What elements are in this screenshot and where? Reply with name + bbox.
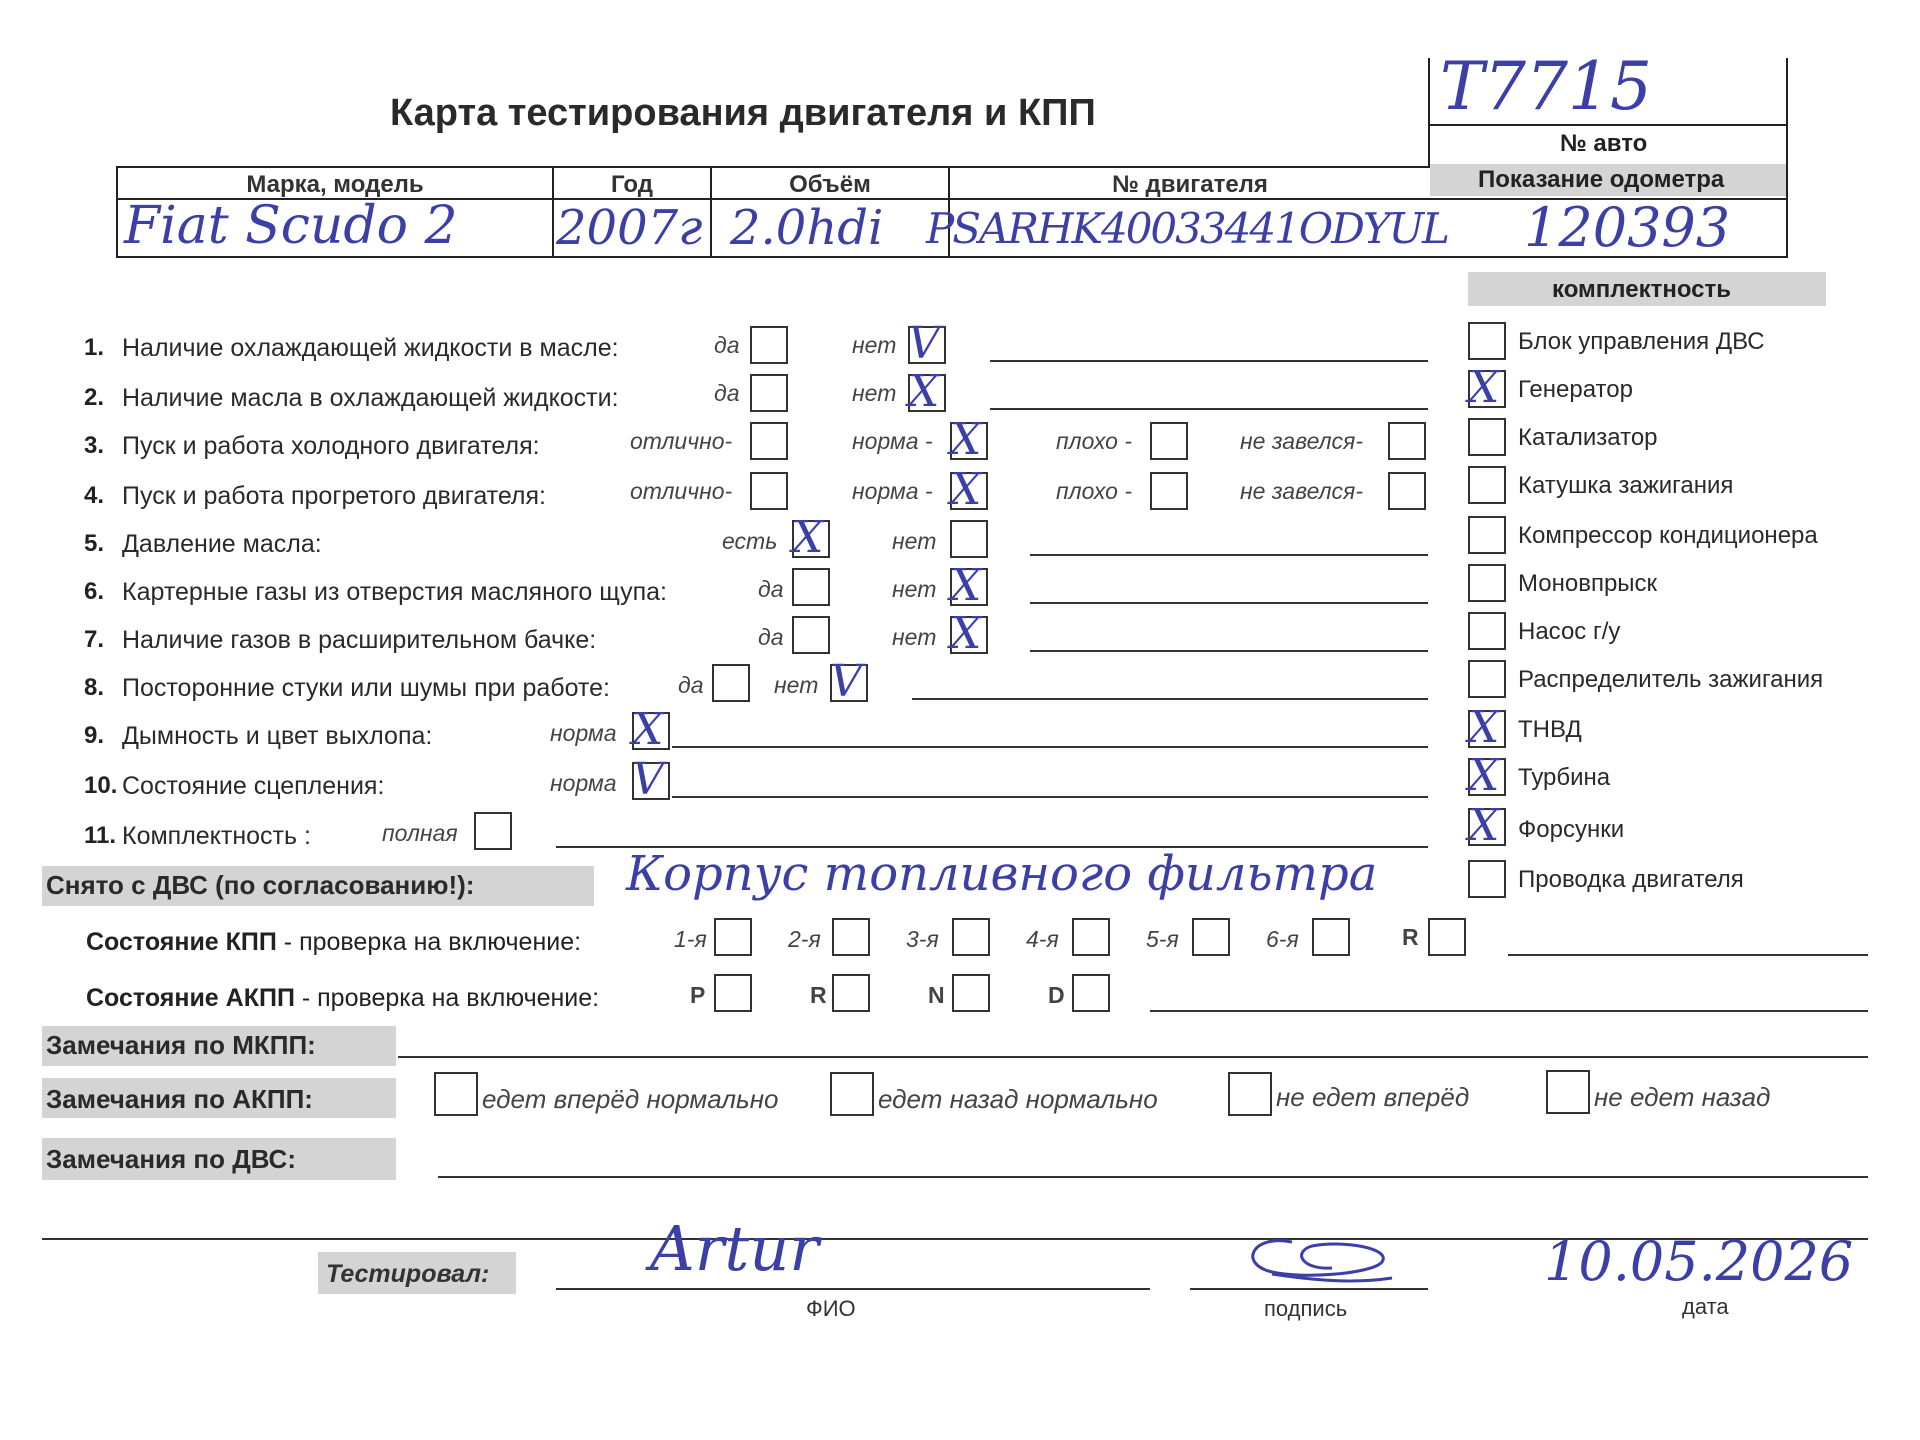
- question-text: Наличие охлаждающей жидкости в масле:: [122, 334, 619, 362]
- akpp-label-bold: Состояние АКПП: [86, 984, 295, 1012]
- akpp-remark-label: едет назад нормально: [878, 1084, 1158, 1114]
- akpp-gear-label: P: [690, 982, 706, 1008]
- option-no-start-label: не завелся-: [1240, 478, 1364, 504]
- option-da-label: да: [714, 380, 740, 406]
- kpp-label-rest: - проверка на включение:: [276, 928, 582, 956]
- option-bad-label: плохо -: [1056, 478, 1132, 504]
- option-net-label: нет: [852, 332, 897, 358]
- q1-net-checkbox[interactable]: [908, 318, 946, 369]
- option-normal-label: норма -: [852, 428, 933, 454]
- akpp-label: [86, 984, 599, 1013]
- volume-value: 2.0hdi: [730, 200, 884, 256]
- akpp-line: [1150, 1010, 1868, 1012]
- car-number-label: № авто: [1560, 130, 1648, 157]
- option-net-label: нет: [892, 624, 937, 650]
- gear-checkbox[interactable]: [1072, 918, 1110, 956]
- q3-no-start-checkbox[interactable]: [1388, 422, 1426, 460]
- option-net-label: нет: [774, 672, 819, 698]
- akpp-gear-label: R: [810, 982, 827, 1008]
- check-mark-icon: X: [950, 464, 982, 515]
- gear-label: 2-я: [788, 926, 821, 952]
- gear-checkbox[interactable]: [1428, 918, 1466, 956]
- option-norma-label: норма: [550, 770, 617, 796]
- check-mark-icon: V: [908, 318, 940, 369]
- remarks-dvs-label: Замечания по ДВС:: [46, 1144, 296, 1174]
- tester-name-value: Artur: [650, 1212, 819, 1285]
- completeness-checkbox[interactable]: [1468, 322, 1506, 360]
- completeness-checkbox[interactable]: [1468, 612, 1506, 650]
- question-text: Комплектность :: [122, 822, 311, 850]
- question-num: 2.: [84, 384, 105, 411]
- completeness-item-label: Катушка зажигания: [1518, 472, 1734, 499]
- question-num: 9.: [84, 722, 105, 749]
- q6-da-checkbox[interactable]: [792, 568, 830, 606]
- remarks-mkpp-label: Замечания по МКПП:: [46, 1030, 316, 1060]
- odometer-value: 120393: [1524, 196, 1731, 259]
- option-full-label: полная: [382, 820, 458, 846]
- odometer-label: Показание одометра: [1478, 166, 1725, 193]
- make-value: Fiat Scudo 2: [124, 196, 458, 256]
- check-mark-icon: X: [792, 512, 824, 563]
- engine-header: № двигателя: [1112, 171, 1268, 198]
- question-text: Давление масла:: [122, 530, 322, 558]
- completeness-checkbox[interactable]: [1468, 418, 1506, 456]
- car-no-box-left: [1428, 58, 1430, 166]
- gear-label: 4-я: [1026, 926, 1059, 952]
- answer-line: [990, 360, 1428, 362]
- akpp-remark-label: не едет назад: [1594, 1082, 1771, 1112]
- completeness-checkbox[interactable]: [1468, 702, 1506, 753]
- akpp-remark-label: едет вперёд нормально: [482, 1084, 779, 1114]
- check-mark-icon: X: [632, 704, 664, 755]
- option-bad-label: плохо -: [1056, 428, 1132, 454]
- completeness-item-label: Насос г/у: [1518, 618, 1621, 645]
- completeness-title: комплектность: [1552, 276, 1732, 303]
- kpp-label-bold: Состояние КПП: [86, 928, 277, 956]
- check-mark-icon: X: [908, 366, 940, 417]
- removed-value: Корпус топливного фильтра: [626, 846, 1378, 902]
- option-da-label: да: [714, 332, 740, 358]
- tested-label: Тестировал:: [326, 1260, 490, 1288]
- date-value: 10.05.2026: [1544, 1230, 1854, 1293]
- check-mark-icon: X: [1468, 702, 1500, 753]
- option-normal-label: норма -: [852, 478, 933, 504]
- signature-line: [1190, 1288, 1428, 1290]
- car-number-value: Т7715: [1440, 48, 1652, 125]
- year-header: Год: [611, 171, 653, 198]
- name-caption: ФИО: [806, 1296, 856, 1321]
- gear-label: R: [1402, 924, 1419, 950]
- gear-label: 5-я: [1146, 926, 1179, 952]
- question-num: 6.: [84, 578, 105, 605]
- gear-checkbox[interactable]: [1192, 918, 1230, 956]
- option-no-start-label: не завелся-: [1240, 428, 1364, 454]
- remarks-mkpp-line: [398, 1056, 1868, 1058]
- question-num: 5.: [84, 530, 105, 557]
- q3-normal-checkbox[interactable]: [950, 414, 988, 465]
- q3-bad-checkbox[interactable]: [1150, 422, 1188, 460]
- option-net-label: нет: [892, 576, 937, 602]
- q3-excellent-checkbox[interactable]: [750, 422, 788, 460]
- akpp-gear-checkbox[interactable]: [832, 974, 870, 1012]
- completeness-checkbox[interactable]: [1468, 860, 1506, 898]
- akpp-gear-checkbox[interactable]: [1072, 974, 1110, 1012]
- question-text: Наличие газов в расширительном бачке:: [122, 626, 597, 654]
- q8-da-checkbox[interactable]: [712, 664, 750, 702]
- completeness-item-label: Компрессор кондиционера: [1518, 522, 1818, 549]
- check-mark-icon: V: [632, 754, 664, 805]
- question-num: 8.: [84, 674, 105, 701]
- answer-line: [912, 698, 1428, 700]
- signature-caption: подпись: [1264, 1296, 1348, 1321]
- completeness-item-label: Блок управления ДВС: [1518, 328, 1765, 355]
- completeness-item-label: ТНВД: [1518, 716, 1582, 743]
- car-no-box-right: [1786, 58, 1788, 258]
- option-no-label: нет: [892, 528, 937, 554]
- volume-header: Объём: [789, 171, 871, 198]
- completeness-checkbox[interactable]: [1468, 564, 1506, 602]
- gear-label: 1-я: [674, 926, 707, 952]
- q9-norma-checkbox[interactable]: [632, 704, 670, 755]
- gear-label: 6-я: [1266, 926, 1299, 952]
- option-yes-label: есть: [722, 528, 778, 554]
- completeness-item-label: Форсунки: [1518, 816, 1625, 843]
- check-mark-icon: V: [830, 656, 862, 707]
- check-mark-icon: X: [1468, 362, 1500, 413]
- answer-line: [1030, 554, 1428, 556]
- q6-net-checkbox[interactable]: [950, 560, 988, 611]
- engine-value: PSARHK40033441ODYUL: [926, 204, 1448, 253]
- completeness-checkbox[interactable]: [1468, 800, 1506, 851]
- form-title: Карта тестирования двигателя и КПП: [390, 92, 1096, 134]
- q4-no-start-checkbox[interactable]: [1388, 472, 1426, 510]
- kpp-line: [1508, 954, 1868, 956]
- gear-checkbox[interactable]: [952, 918, 990, 956]
- akpp-remark-label: не едет вперёд: [1276, 1082, 1470, 1112]
- completeness-item-label: Катализатор: [1518, 424, 1658, 451]
- q1-da-checkbox[interactable]: [750, 326, 788, 364]
- option-da-label: да: [758, 576, 784, 602]
- option-net-label: нет: [852, 380, 897, 406]
- question-num: 11.: [84, 822, 117, 849]
- completeness-checkbox[interactable]: [1468, 466, 1506, 504]
- make-header: Марка, модель: [246, 171, 424, 198]
- q8-net-checkbox[interactable]: [830, 656, 868, 707]
- kpp-label: [86, 928, 581, 957]
- q7-net-checkbox[interactable]: [950, 608, 988, 659]
- check-mark-icon: X: [1468, 750, 1500, 801]
- akpp-remark-checkbox[interactable]: [434, 1072, 478, 1116]
- gear-checkbox[interactable]: [714, 918, 752, 956]
- name-line: [556, 1288, 1150, 1290]
- question-text: Пуск и работа холодного двигателя:: [122, 432, 540, 460]
- question-num: 1.: [84, 334, 105, 361]
- question-num: 7.: [84, 626, 105, 653]
- check-mark-icon: X: [1468, 800, 1500, 851]
- q11-full-checkbox[interactable]: [474, 812, 512, 850]
- option-da-label: да: [758, 624, 784, 650]
- answer-line: [672, 796, 1428, 798]
- completeness-item-label: Проводка двигателя: [1518, 866, 1744, 893]
- akpp-label-rest: - проверка на включение:: [294, 984, 600, 1012]
- option-norma-label: норма: [550, 720, 617, 746]
- question-text: Картерные газы из отверстия масляного щупа:: [122, 578, 667, 606]
- question-num: 10.: [84, 772, 118, 799]
- question-text: Состояние сцепления:: [122, 772, 385, 800]
- answer-line: [672, 746, 1428, 748]
- akpp-gear-checkbox[interactable]: [952, 974, 990, 1012]
- q4-normal-checkbox[interactable]: [950, 464, 988, 515]
- q7-da-checkbox[interactable]: [792, 616, 830, 654]
- completeness-item-label: Турбина: [1518, 764, 1611, 791]
- date-caption: дата: [1682, 1294, 1729, 1319]
- answer-line: [1030, 650, 1428, 652]
- akpp-remark-checkbox[interactable]: [1228, 1072, 1272, 1116]
- option-excellent-label: отлично-: [630, 428, 733, 454]
- option-excellent-label: отлично-: [630, 478, 733, 504]
- question-text: Пуск и работа прогретого двигателя:: [122, 482, 546, 510]
- akpp-remark-checkbox[interactable]: [830, 1072, 874, 1116]
- gear-label: 3-я: [906, 926, 939, 952]
- completeness-item-label: Генератор: [1518, 376, 1633, 403]
- q5-yes-checkbox[interactable]: [792, 512, 830, 563]
- completeness-checkbox[interactable]: [1468, 362, 1506, 413]
- remarks-akpp-label: Замечания по АКПП:: [46, 1084, 313, 1114]
- question-num: 4.: [84, 482, 105, 509]
- q4-bad-checkbox[interactable]: [1150, 472, 1188, 510]
- question-text: Дымность и цвет выхлопа:: [122, 722, 433, 750]
- gear-checkbox[interactable]: [1312, 918, 1350, 956]
- year-value: 2007г: [556, 200, 703, 256]
- removed-label: Снято с ДВС (по согласованию!):: [46, 870, 475, 900]
- akpp-gear-label: D: [1048, 982, 1065, 1008]
- option-da-label: да: [678, 672, 704, 698]
- check-mark-icon: X: [950, 560, 982, 611]
- akpp-gear-label: N: [928, 982, 945, 1008]
- question-text: Наличие масла в охлаждающей жидкости:: [122, 384, 619, 412]
- completeness-checkbox[interactable]: [1468, 660, 1506, 698]
- completeness-checkbox[interactable]: [1468, 750, 1506, 801]
- q10-norma-checkbox[interactable]: [632, 754, 670, 805]
- answer-line: [990, 408, 1428, 410]
- check-mark-icon: X: [950, 414, 982, 465]
- question-text: Посторонние стуки или шумы при работе:: [122, 674, 610, 702]
- check-mark-icon: X: [950, 608, 982, 659]
- header-top-rule: [116, 166, 1430, 168]
- q2-da-checkbox[interactable]: [750, 374, 788, 412]
- q5-no-checkbox[interactable]: [950, 520, 988, 558]
- answer-line: [1030, 602, 1428, 604]
- akpp-remark-checkbox[interactable]: [1546, 1070, 1590, 1114]
- q2-net-checkbox[interactable]: [908, 366, 946, 417]
- remarks-dvs-line: [438, 1176, 1868, 1178]
- q4-excellent-checkbox[interactable]: [750, 472, 788, 510]
- signature-icon: [1232, 1224, 1402, 1294]
- akpp-gear-checkbox[interactable]: [714, 974, 752, 1012]
- completeness-checkbox[interactable]: [1468, 516, 1506, 554]
- gear-checkbox[interactable]: [832, 918, 870, 956]
- completeness-item-label: Распределитель зажигания: [1518, 666, 1824, 693]
- question-num: 3.: [84, 432, 105, 459]
- completeness-item-label: Моновпрыск: [1518, 570, 1658, 597]
